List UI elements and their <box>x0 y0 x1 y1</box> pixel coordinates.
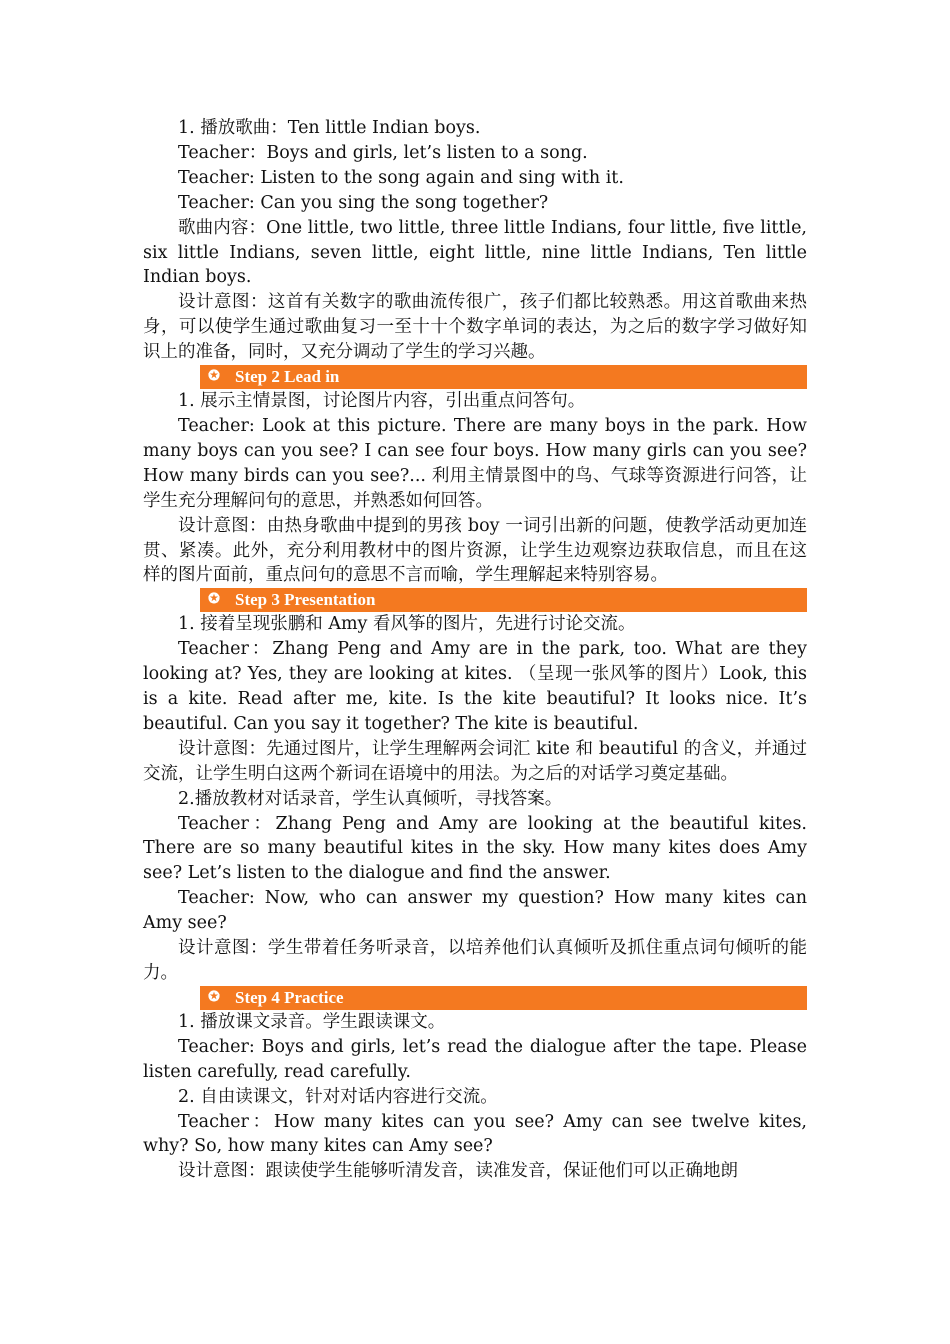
paragraph: 设计意图：先通过图片，让学生理解两会词汇 kite 和 beautiful 的含义，并通过交流，让学生明白这两个新词在语境中的用法。为之后的对话学习奠定基础。 <box>143 738 807 784</box>
paragraph: 1. 播放歌曲：Ten little Indian boys. <box>178 118 481 138</box>
paragraph: Teacher: Now, who can answer my question? How many kites can Amy see? <box>143 888 807 934</box>
paragraph: Teacher: Boys and girls, let’s read the dialogue after the tape. Please listen carefully, read carefully. <box>143 1036 807 1082</box>
paragraph: Teacher: Look at this picture. There are many boys in the park. How many boys can you see? I can see four boys. How many girls can you see? How many birds can you see?... 利用主情景图中的鸟、气球等资源进行问答，让学生充分理解问句的意思，并熟悉如何回答。 <box>143 415 807 511</box>
paragraph: 2. 自由读课文，针对对话内容进行交流。 <box>178 1086 498 1107</box>
document-body <box>143 116 807 1184</box>
star-circle-icon: ✪ <box>208 592 220 608</box>
step-4-heading <box>200 986 807 1010</box>
paragraph: 2.播放教材对话录音，学生认真倾听，寻找答案。 <box>178 788 563 809</box>
paragraph: 歌曲内容：One little, two little, three little Indians, four little, five little, six little Indians, seven little, eight little, nine little Indians, Ten little Indian boys. <box>143 217 807 288</box>
step-3-heading <box>200 588 807 612</box>
paragraph: Teacher：Zhang Peng and Amy are in the park, too. What are they looking at? Yes, they are looking at kites. （呈现一张风筝的图片）Look, this is a kite. Read after me, kite. Is the kite beautiful? It looks nice. It’s beautiful. Can you say it together? The kite is beautiful. <box>143 639 807 734</box>
paragraph: 设计意图：由热身歌曲中提到的男孩 boy 一词引出新的问题，使教学活动更加连贯、紧凑。此外，充分利用教材中的图片资源，让学生边观察边获取信息，而且在这样的图片面前，重点问句的意思不言而喻，学生理解起来特别容易。 <box>143 515 807 586</box>
paragraph: Teacher: Can you sing the song together? <box>178 192 549 213</box>
paragraph: 1. 展示主情景图，讨论图片内容，引出重点问答句。 <box>178 391 586 412</box>
paragraph: Teacher：Zhang Peng and Amy are looking at the beautiful kites. There are so many beautiful kites in the sky. How many kites does Amy see? Let’s listen to the dialogue and find the answer. <box>143 813 807 884</box>
paragraph: Teacher：Boys and girls, let’s listen to a song. <box>178 142 588 163</box>
paragraph: 设计意图：学生带着任务听录音，以培养他们认真倾听及抓住重点词句倾听的能力。 <box>143 938 807 983</box>
paragraph: Teacher：How many kites can you see? Amy can see twelve kites, why? So, how many kites can Amy see? <box>143 1111 807 1157</box>
paragraph: Teacher: Listen to the song again and sing with it. <box>178 167 624 188</box>
step-2-label: Step 2 Lead in <box>235 367 340 387</box>
paragraph: 1. 播放课文录音。学生跟读课文。 <box>178 1011 446 1032</box>
step-3-label: Step 3 Presentation <box>235 590 376 610</box>
paragraph: 设计意图：跟读使学生能够听清发音，读准发音，保证他们可以正确地朗 <box>178 1161 738 1182</box>
step-2-heading <box>200 365 807 389</box>
step-4-label: Step 4 Practice <box>235 987 344 1007</box>
paragraph: 设计意图：这首有关数字的歌曲流传很广，孩子们都比较熟悉。用这首歌曲来热身，可以使学生通过歌曲复习一至十十个数字单词的表达，为之后的数字学习做好知识上的准备，同时，又充分调动了学生的学习兴趣。 <box>143 292 807 363</box>
paragraph: 1. 接着呈现张鹏和 Amy 看风筝的图片，先进行讨论交流。 <box>178 614 636 635</box>
star-circle-icon: ✪ <box>208 989 220 1005</box>
star-circle-icon: ✪ <box>208 369 220 385</box>
